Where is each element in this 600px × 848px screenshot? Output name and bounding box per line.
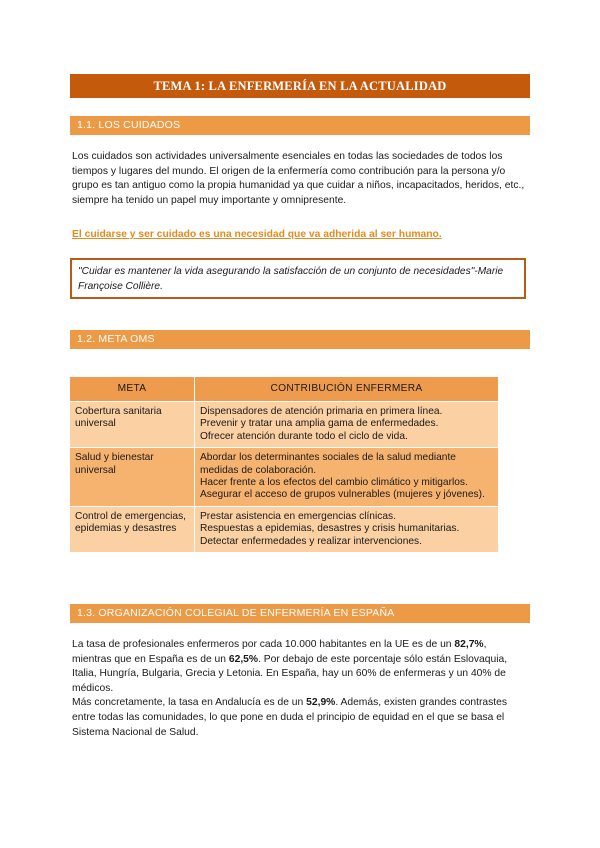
section-heading-organizacion: 1.3. ORGANIZACIÓN COLEGIAL DE ENFERMERÍA EN ESPAÑA [70,604,530,623]
table-row [70,506,498,552]
text-run: La tasa de profesionales enfermeros por cada 10.000 habitantes en la UE es de un [72,639,455,650]
meta-cell: Cobertura sanitaria universal [70,402,195,448]
section-heading-meta-oms: 1.2. META OMS [70,330,530,349]
table-row [70,402,498,448]
meta-cell: Control de emergencias, epidemias y desastres [70,506,195,552]
meta-oms-table [70,377,498,552]
contribution-line: Prevenir y tratar una amplia gama de enfermedades. [200,418,439,430]
highlight-statement: El cuidarse y ser cuidado es una necesidad que va adherida al ser humano. [72,229,442,240]
stat-ue: 82,7% [454,639,484,650]
contribution-line: Prestar asistencia en emergencias clínicas. [200,510,396,522]
contribution-line: Respuestas a epidemias, desastres y crisis humanitarias. [200,523,460,535]
quote-text: "Cuidar es mantener la vida asegurando la satisfacción de un conjunto de necesidades"-Marie Françoise Collière. [78,266,504,292]
stat-espana: 62,5% [228,653,259,665]
table-row [70,448,498,507]
text-run: . Por debajo de este porcentaje sólo están Eslovaquia, Italia, Hungría, Bulgaria, Grecia y Letonia. En España, hay un 60% de enfermeras y un 40% de médicos. [72,653,508,694]
text-run: . Además, existen grandes contrastes entre todas las comunidades, lo que pone en duda el principio de equidad en el que se basa el Sistema Nacional de Salud. [72,697,508,738]
section-heading-cuidados: 1.1. LOS CUIDADOS [70,116,530,135]
quote-box [70,258,526,299]
contribution-line: Hacer frente a los efectos del cambio climático y mitigarlos. [200,477,468,489]
contribution-cell [195,506,499,552]
contribution-line: Dispensadores de atención primaria en primera línea. [200,406,443,417]
contribution-line: Ofrecer atención durante todo el ciclo de vida. [200,430,408,442]
contribution-line: Asegurar el acceso de grupos vulnerables (mujeres y jóvenes). [200,489,485,501]
organizacion-paragraph [72,638,528,740]
table-header-meta: META [70,377,195,402]
contribution-cell [195,448,499,507]
contribution-cell [195,402,499,448]
text-run: , mientras que en España es de un [72,639,487,665]
stat-andalucia: 52,9% [306,697,336,709]
page-title: TEMA 1: LA ENFERMERÍA EN LA ACTUALIDAD [70,74,530,98]
meta-cell: Salud y bienestar universal [70,448,195,507]
contribution-line: Abordar los determinantes sociales de la salud mediante medidas de colaboración. [200,452,456,476]
text-run: Más concretamente, la tasa en Andalucía es de un [72,697,307,709]
table-header-contribucion: CONTRIBUCIÓN ENFERMERA [195,377,499,402]
cuidados-paragraph: Los cuidados son actividades universalmente esenciales en todas las sociedades de todos los tiempos y lugares del mundo. El origen de la enfermería como contribución para la persona y/o grupo es tan antiguo como la propia humanidad ya que cuidar a niños, incapacitados, heridos, etc., siempre ha tenido un papel muy importante y omnipresente. [72,151,525,206]
contribution-line: Detectar enfermedades y realizar intervenciones. [200,535,422,547]
